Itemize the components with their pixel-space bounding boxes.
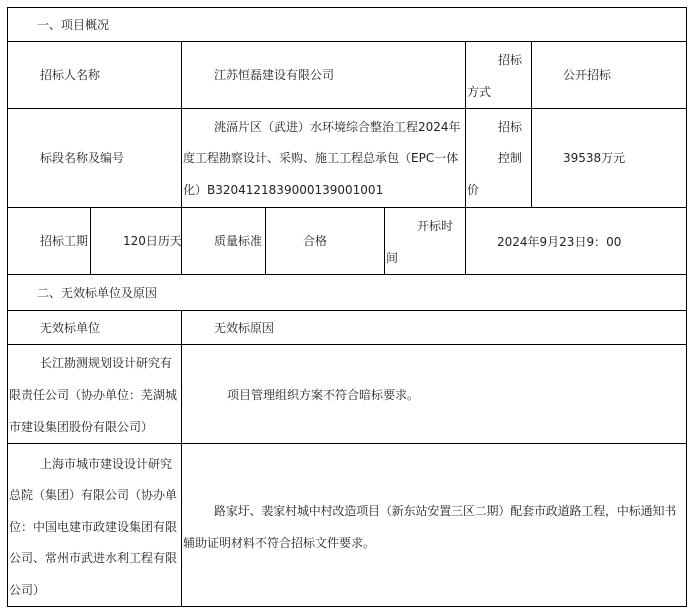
control-value: 39538万元: [563, 151, 626, 165]
duration-value: 120日历天: [123, 234, 182, 248]
lot-label: 标段名称及编号: [40, 151, 125, 165]
invalid-row2-unit-line3: 位：中国电建市政建设集团有限: [9, 520, 178, 534]
control-label-line1: 招标: [498, 120, 523, 134]
invalid-reason-header: 无效标原因: [214, 321, 275, 335]
opening-label-line1: 开标时: [417, 219, 454, 233]
invalid-row2-unit-line1: 上海市城市建设设计研究: [40, 457, 173, 471]
quality-label: 质量标准: [214, 234, 263, 248]
invalid-row2-unit-line2: 总院（集团）有限公司（协办单: [9, 488, 178, 502]
control-label-line2: 控制: [498, 151, 523, 165]
section1-title: 一、项目概况: [37, 18, 110, 32]
invalid-row1-unit-line3: 市建设集团股份有限公司）: [9, 420, 154, 434]
invalid-row1-unit-line1: 长江勘测规划设计研究有: [40, 356, 173, 370]
opening-value: 2024年9月23日9：00: [497, 235, 622, 249]
invalid-row2-reason-line2: 辅助证明材料不符合招标文件要求。: [183, 536, 376, 550]
quality-value: 合格: [303, 234, 328, 248]
method-label-line1: 招标: [498, 53, 523, 67]
lot-value-line2: 度工程勘察设计、采购、施工工程总承包（EPC一体: [183, 151, 459, 165]
lot-value-line3: 化）B3204121839000139001001: [183, 183, 384, 197]
tenderer-label: 招标人名称: [40, 68, 101, 82]
invalid-row2-reason-line1: 路家圩、裴家村城中村改造项目（新东站安置三区二期）配套市政道路工程，中标通知书: [214, 504, 677, 518]
opening-label-line2: 间: [386, 251, 399, 265]
method-value: 公开招标: [563, 68, 612, 82]
invalid-row2-unit-line5: 公司）: [9, 583, 46, 597]
invalid-row2-unit-line4: 公司、常州市武进水利工程有限: [9, 551, 178, 565]
control-label-line3: 价: [467, 183, 480, 197]
invalid-row1-unit-line2: 限责任公司（协办单位：芜湖城: [9, 388, 178, 402]
section2-title: 二、无效标单位及原因: [37, 286, 158, 300]
method-label-line2: 方式: [467, 85, 492, 99]
lot-value-line1: 洮滆片区（武进）水环境综合整治工程2024年: [214, 120, 461, 134]
invalid-row1-reason: 项目管理组织方案不符合暗标要求。: [227, 388, 420, 402]
duration-label: 招标工期: [40, 234, 89, 248]
tenderer-value: 江苏恒磊建设有限公司: [214, 68, 335, 82]
invalid-unit-header: 无效标单位: [40, 321, 101, 335]
